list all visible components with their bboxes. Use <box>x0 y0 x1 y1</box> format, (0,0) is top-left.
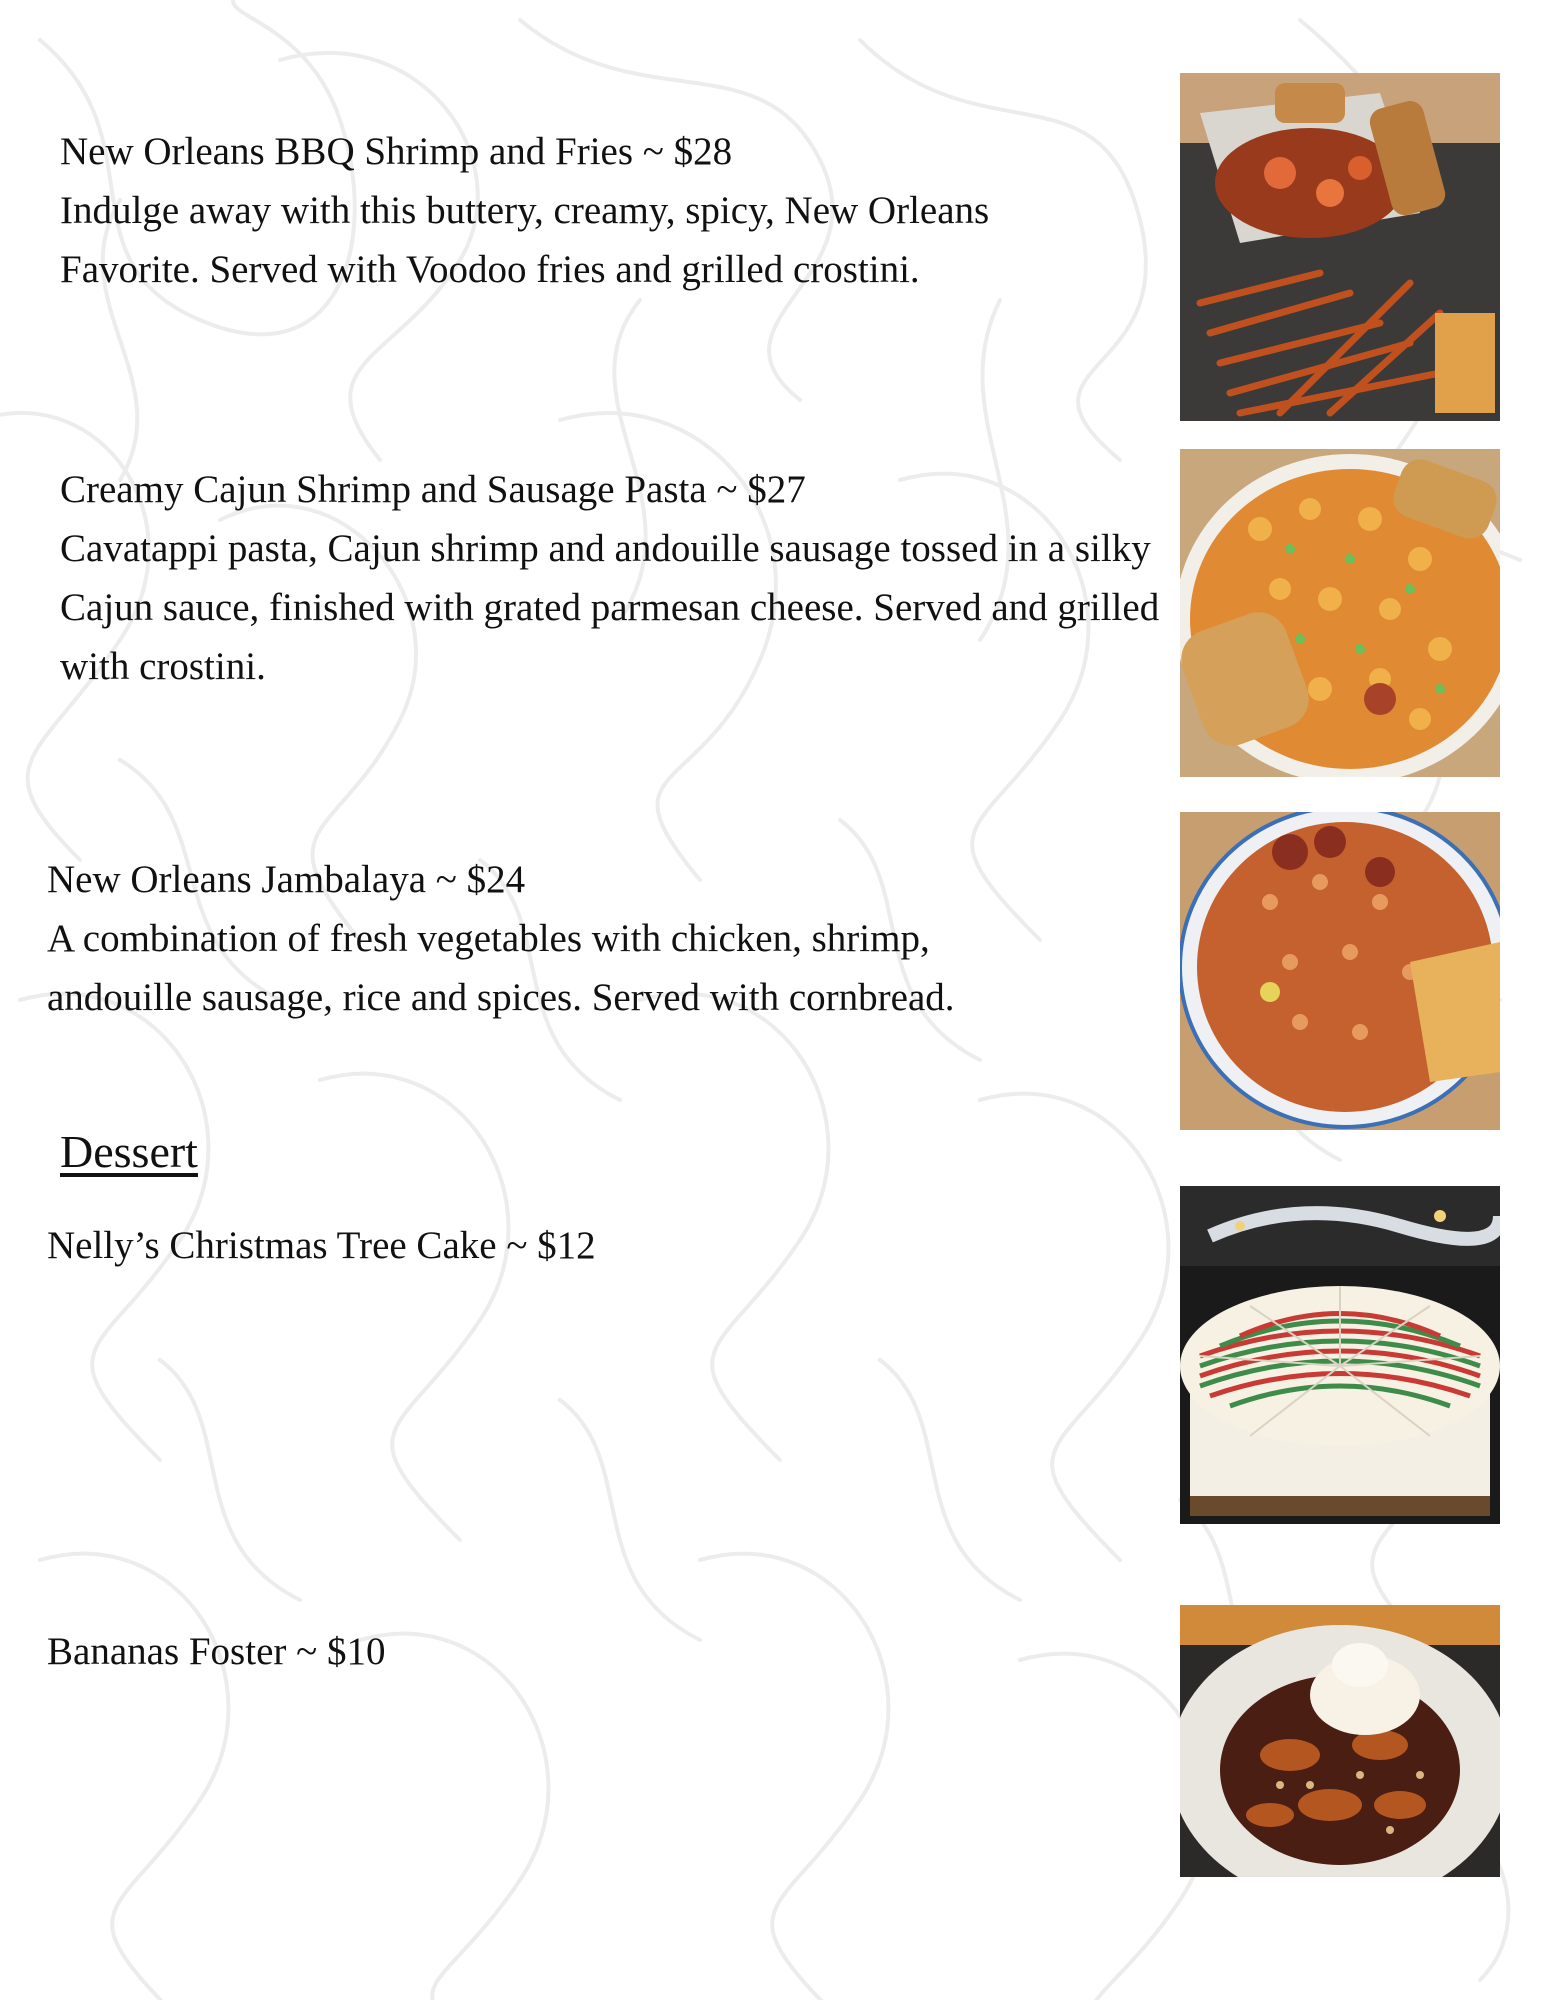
menu-item-title: Creamy Cajun Shrimp and Sausage Pasta ~ $27 <box>60 468 806 511</box>
menu-item-bbq-shrimp <box>60 122 1100 299</box>
jambalaya-photo <box>1180 812 1500 1130</box>
dessert-item-bananas-foster <box>47 1622 947 1681</box>
dessert-item-christmas-cake <box>47 1216 947 1275</box>
menu-item-description: Cavatappi pasta, Cajun shrimp and andouille sausage tossed in a silky Cajun sauce, finished with grated parmesan cheese. Served and grilled with crostini. <box>60 527 1160 688</box>
menu-item-jambalaya <box>47 850 1017 1027</box>
section-heading-dessert: Dessert <box>60 1126 198 1177</box>
bananas-foster-photo <box>1180 1605 1500 1877</box>
bbq-shrimp-fries-photo <box>1180 73 1500 421</box>
menu-item-cajun-pasta <box>60 460 1160 696</box>
menu-item-title: Nelly’s Christmas Tree Cake ~ $12 <box>47 1224 596 1267</box>
menu-item-description: Indulge away with this buttery, creamy, spicy, New Orleans Favorite. Served with Voodoo fries and grilled crostini. <box>60 189 990 291</box>
menu-item-title: New Orleans BBQ Shrimp and Fries ~ $28 <box>60 130 733 173</box>
menu-item-title: New Orleans Jambalaya ~ $24 <box>47 858 526 901</box>
christmas-tree-cake-photo <box>1180 1186 1500 1524</box>
cajun-pasta-photo <box>1180 449 1500 777</box>
menu-item-description: A combination of fresh vegetables with chicken, shrimp, andouille sausage, rice and spices. Served with cornbread. <box>47 917 955 1019</box>
menu-item-title: Bananas Foster ~ $10 <box>47 1630 386 1673</box>
